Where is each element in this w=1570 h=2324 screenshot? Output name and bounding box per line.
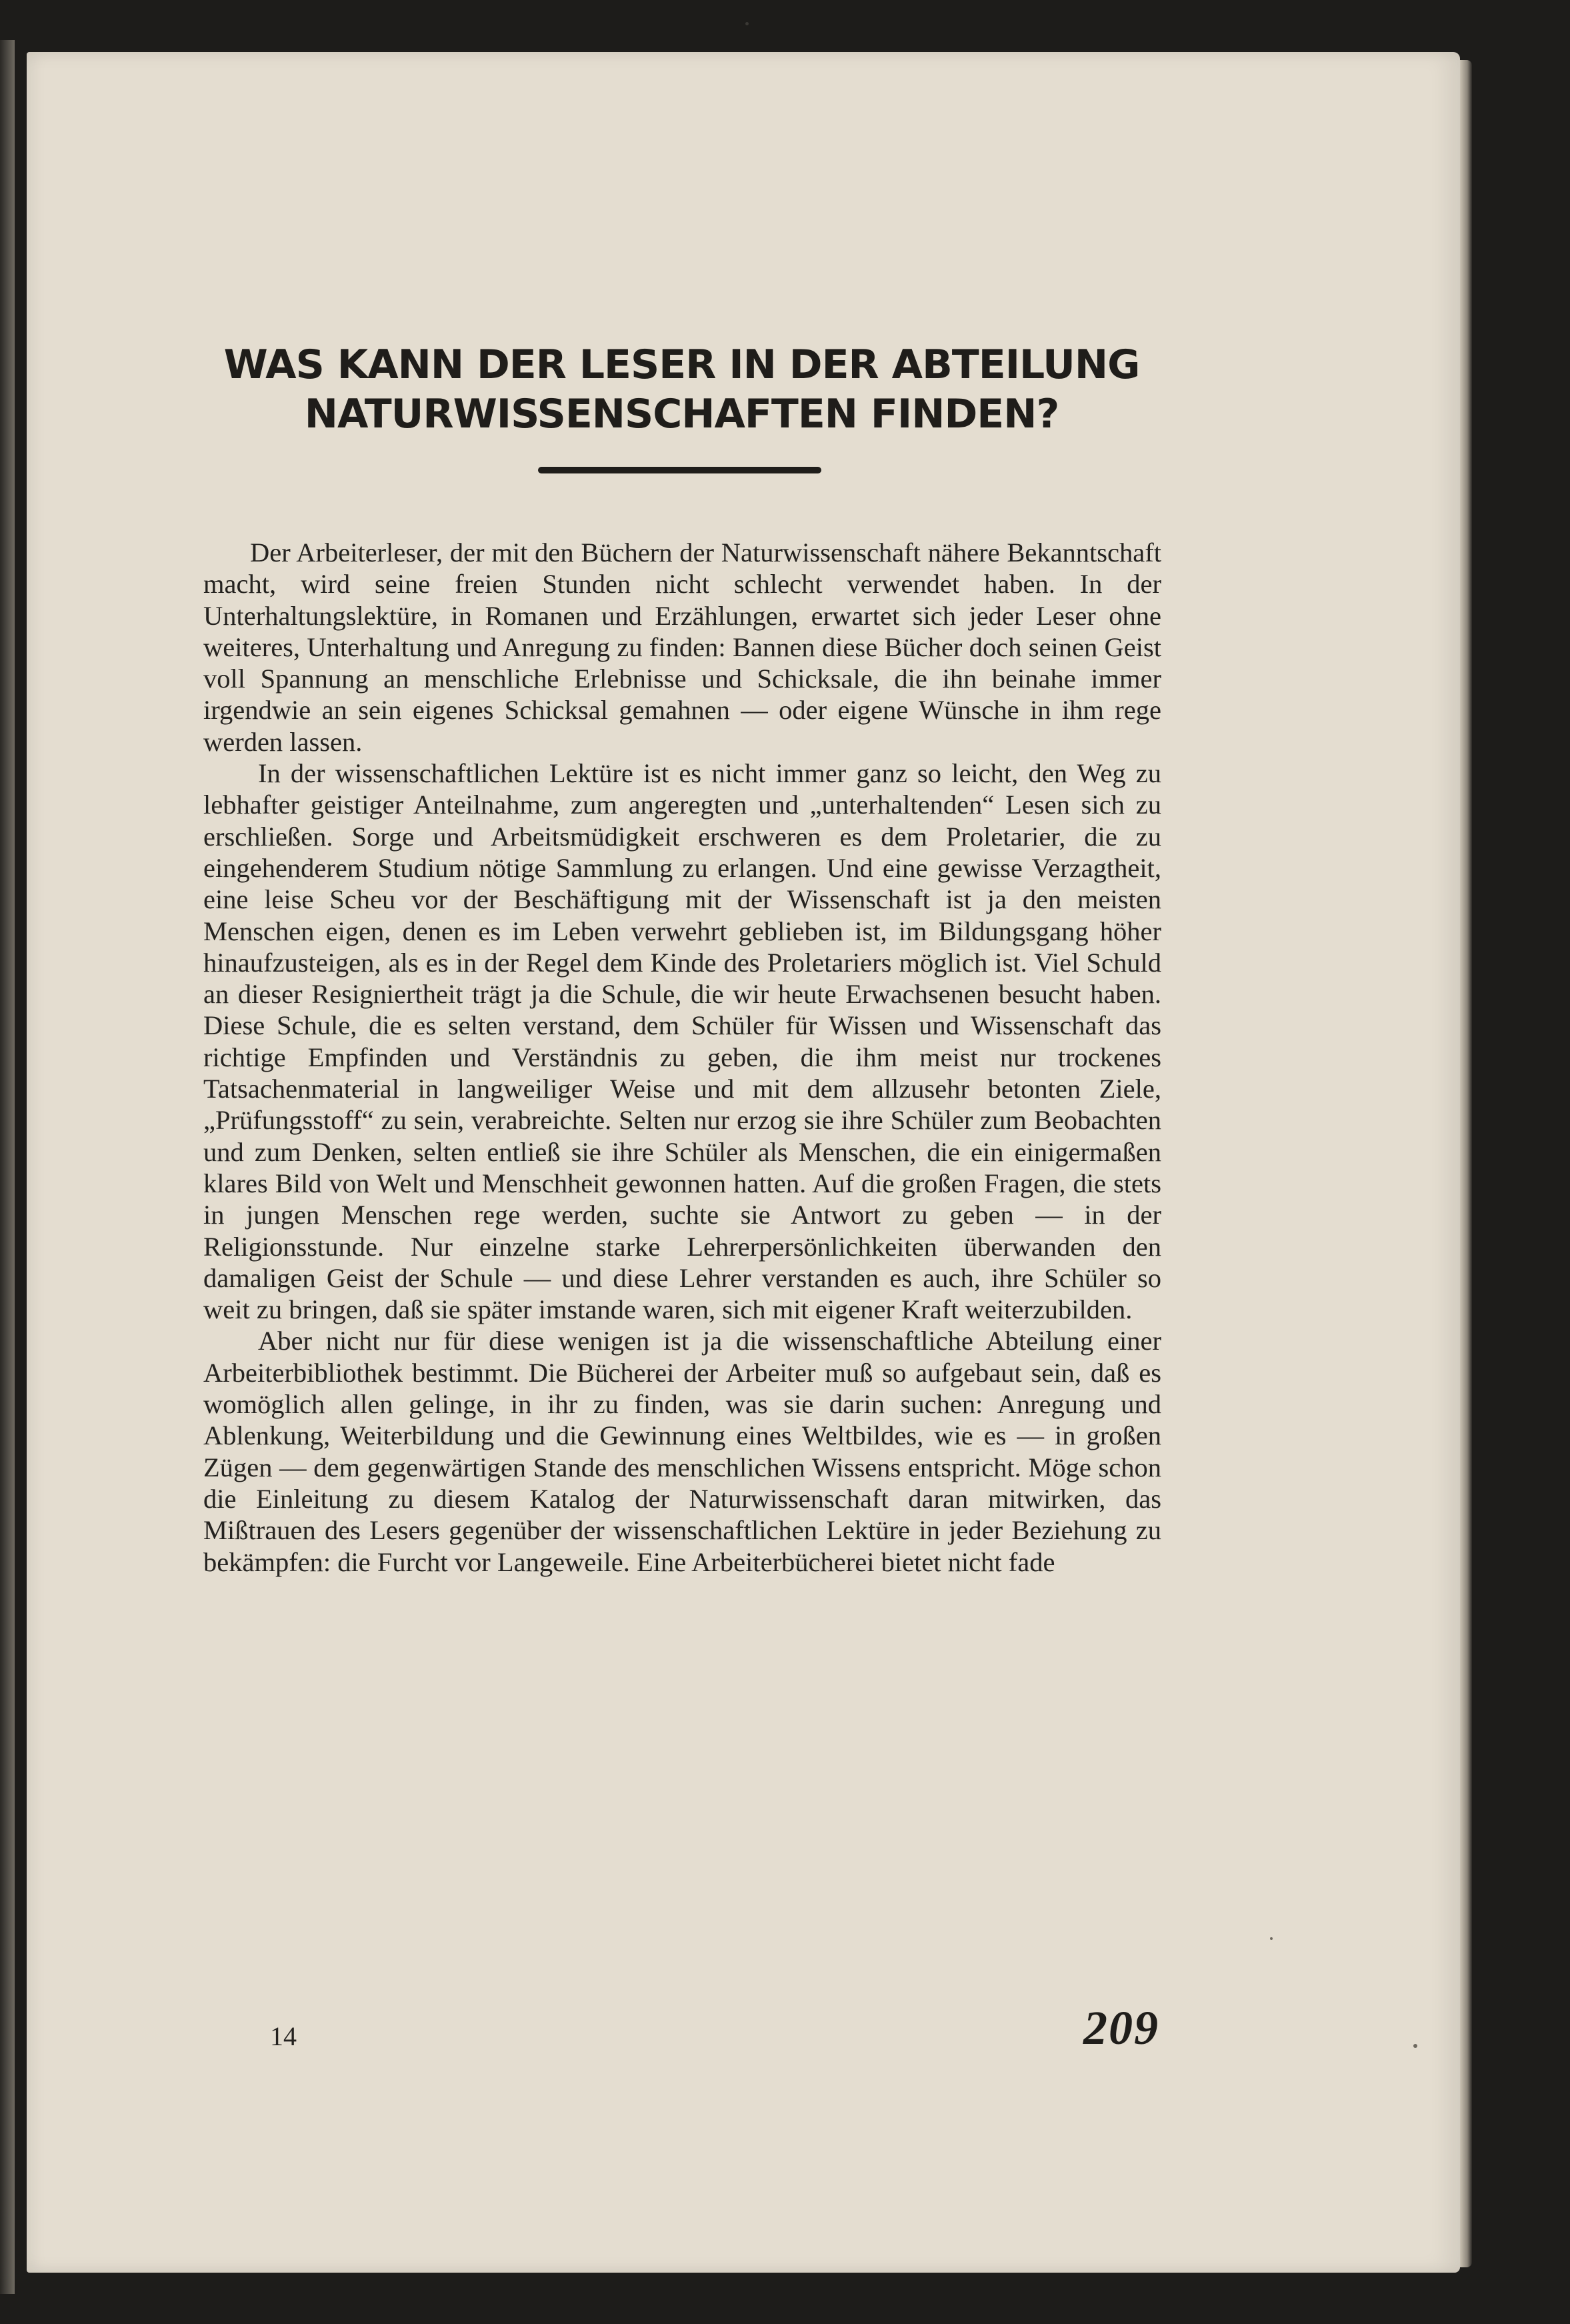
chapter-title-line-2: NATURWISSENSCHAFTEN FINDEN? <box>304 391 1059 437</box>
page-number: 209 <box>1083 2001 1159 2055</box>
book-gutter <box>0 40 15 2294</box>
signature-mark: 14 <box>270 2021 297 2051</box>
paragraph-1: Der Arbeiterleser, der mit den Büchern der Naturwissenschaft nähere Bekanntschaft macht, wird seine freien Stunden nicht schlecht verwendet haben. In der Unterhaltungslektüre, in Romanen und Erzählungen, erwartet sich jeder Leser ohne weiteres, Unterhaltung und Anregung zu finden: Bannen diese Bücher doch seinen Geist voll Spannung an menschliche Erlebnisse und Schicksale, die ihn beinahe immer irgendwie an sein eigenes Schicksal gemahnen — oder eigene Wünsche in ihm rege werden lassen. <box>203 537 1161 757</box>
paper-speck <box>745 22 749 25</box>
paper-speck <box>1413 2044 1417 2048</box>
paragraph-2: In der wissenschaftlichen Lektüre ist es nicht immer ganz so leicht, den Weg zu lebhafter geistiger Anteilnahme, zum angeregten und „unterhaltenden“ Lesen sich zu erschließen. Sorge und Arbeitsmüdigkeit erschweren es dem Proletarier, die zu eingehenderem Studium nötige Sammlung zu erlangen. Und eine gewisse Verzagtheit, eine leise Scheu vor der Beschäftigung mit der Wissenschaft ist ja den meisten Menschen eigen, denen es im Leben verwehrt geblieben ist, im Bildungsgang höher hinaufzusteigen, als es in der Regel dem Kinde des Proletariers möglich ist. Viel Schuld an dieser Resigniertheit trägt ja die Schule, die wir heute Erwachsenen besucht haben. Diese Schule, die es selten verstand, dem Schüler für Wissen und Wissenschaft das richtige Empfinden und Verständnis zu geben, die ihm meist nur trockenes Tatsachenmaterial in langweiliger Weise und mit dem allzusehr betonten Ziele, „Prüfungsstoff“ zu sein, verabreichte. Selten nur erzog sie ihre Schüler zum Beobachten und zum Denken, selten entließ sie ihre Schüler als Menschen, die ein einigermaßen klares Bild von Welt und Menschheit gewonnen hatten. Auf die großen Fragen, die stets in jungen Menschen rege werden, suchte sie Antwort zu geben — in der Religionsstunde. Nur einzelne starke Lehrerpersönlichkeiten überwanden den damaligen Geist der Schule — und diese Lehrer verstanden es auch, ihre Schüler so weit zu bringen, daß sie später imstande waren, sich mit eigener Kraft weiterzubilden. <box>203 758 1161 1325</box>
chapter-title <box>203 340 1160 439</box>
chapter-title-line-1: WAS KANN DER LESER IN DER ABTEILUNG <box>223 341 1140 388</box>
page-edge <box>1460 60 1472 2267</box>
title-divider <box>538 467 821 473</box>
body-text <box>203 537 1161 1578</box>
paper-speck <box>1270 1937 1273 1940</box>
paragraph-3: Aber nicht nur für diese wenigen ist ja die wissenschaftliche Abteilung einer Arbeiterbibliothek bestimmt. Die Bücherei der Arbeiter muß so aufgebaut sein, daß es womöglich allen gelinge, in ihr zu finden, was sie darin suchen: Anregung und Ablenkung, Weiterbildung und die Gewinnung eines Weltbildes, wie es — in großen Zügen — dem gegenwärtigen Stande des menschlichen Wissens entspricht. Möge schon die Einleitung zu diesem Katalog der Naturwissenschaft daran mitwirken, das Mißtrauen des Lesers gegenüber der wissenschaftlichen Lektüre in jeder Beziehung zu bekämpfen: die Furcht vor Langeweile. Eine Arbeiterbücherei bietet nicht fade <box>203 1326 1161 1577</box>
